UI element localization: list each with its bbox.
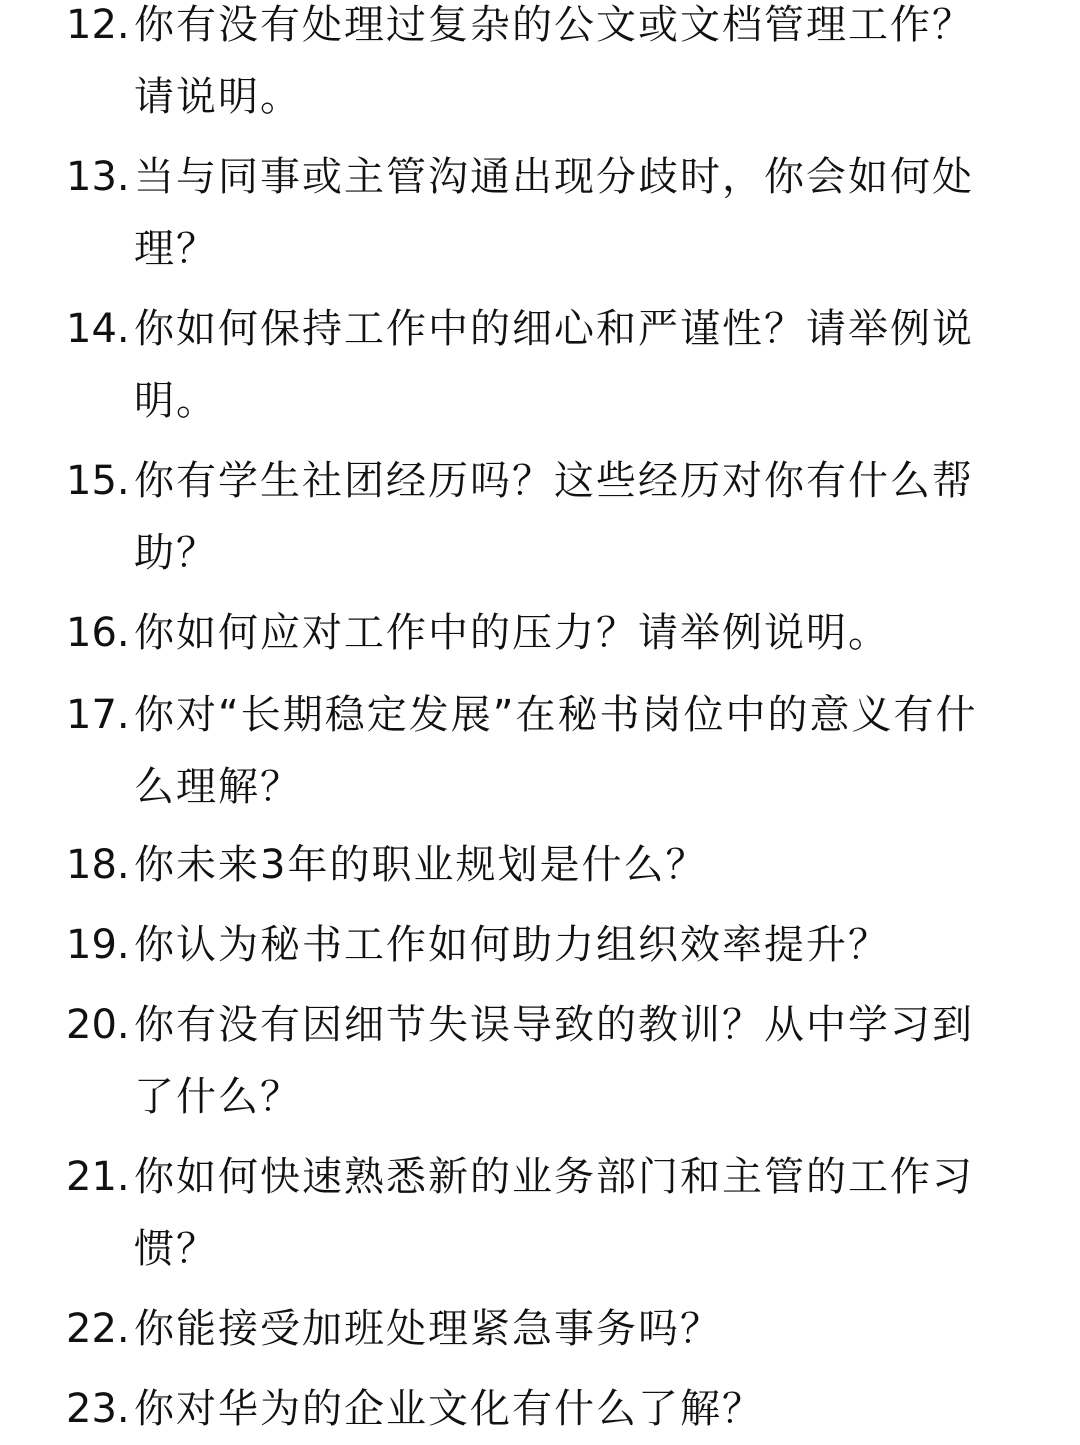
question-item-13 [66, 141, 1016, 285]
question-item-19 [66, 909, 1016, 981]
question-text: 当与同事或主管沟通出现分歧时，你会如何处理？ [134, 154, 974, 272]
question-item-20 [66, 989, 1016, 1133]
question-text: 你如何保持工作中的细心和严谨性？请举例说明。 [134, 306, 974, 424]
question-item-14 [66, 293, 1016, 437]
question-text: 你对华为的企业文化有什么了解？ [134, 1386, 764, 1432]
question-item-21 [66, 1141, 1016, 1285]
question-item-23 [66, 1373, 1016, 1445]
question-number: 23. [66, 1386, 130, 1432]
question-number: 19. [66, 922, 130, 968]
question-text: 你能接受加班处理紧急事务吗？ [134, 1306, 722, 1352]
question-item-17 [66, 679, 1016, 823]
question-text: 你有没有因细节失误导致的教训？从中学习到了什么？ [134, 1002, 974, 1120]
question-text: 你有没有处理过复杂的公文或文档管理工作？请说明。 [134, 2, 974, 120]
question-item-16 [66, 597, 1016, 669]
question-text: 你对“长期稳定发展”在秘书岗位中的意义有什么理解？ [134, 692, 978, 810]
question-number: 18. [66, 842, 130, 888]
question-number: 16. [66, 610, 130, 656]
question-text: 你如何应对工作中的压力？请举例说明。 [134, 610, 890, 656]
question-number: 12. [66, 2, 130, 48]
question-text: 你未来3年的职业规划是什么？ [134, 842, 708, 888]
question-item-15 [66, 445, 1016, 589]
question-number: 13. [66, 154, 130, 200]
question-text: 你有学生社团经历吗？这些经历对你有什么帮助？ [134, 458, 974, 576]
question-number: 20. [66, 1002, 130, 1048]
question-text: 你如何快速熟悉新的业务部门和主管的工作习惯？ [134, 1154, 974, 1272]
question-item-18 [66, 829, 1016, 901]
question-number: 17. [66, 692, 130, 738]
question-number: 21. [66, 1154, 130, 1200]
question-number: 22. [66, 1306, 130, 1352]
question-item-22 [66, 1293, 1016, 1365]
question-text: 你认为秘书工作如何助力组织效率提升？ [134, 922, 890, 968]
question-item-12 [66, 0, 1016, 133]
question-number: 14. [66, 306, 130, 352]
question-number: 15. [66, 458, 130, 504]
